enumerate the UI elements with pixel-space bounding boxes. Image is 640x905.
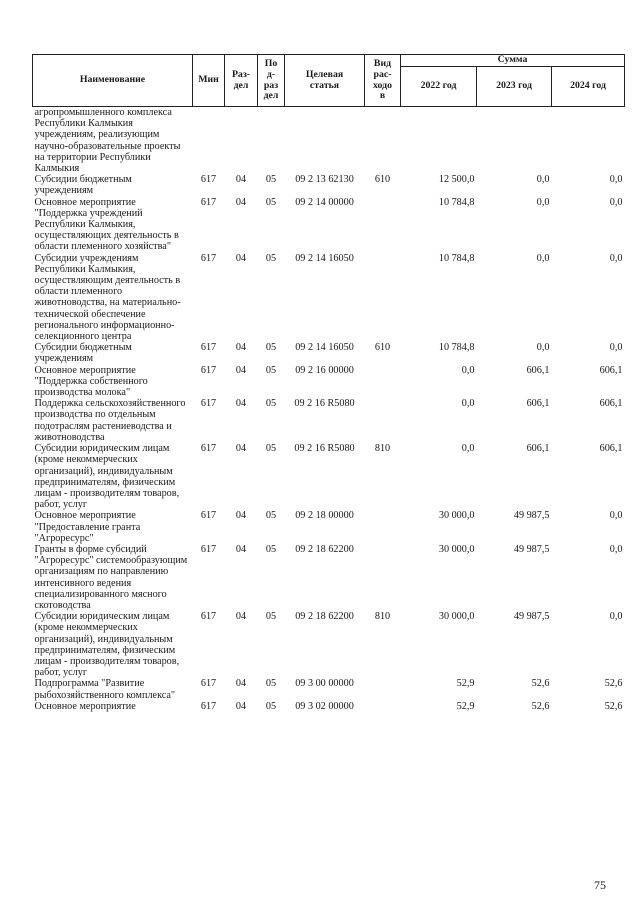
- row-section: [225, 107, 258, 175]
- row-subsection: 05: [265, 398, 277, 410]
- row-sum-2024: 606,1: [599, 398, 623, 410]
- header-section: Раз- дел: [225, 55, 258, 107]
- row-subsection: 05: [265, 543, 277, 555]
- row-name: Субсидии учреждениям Республики Калмыкия, осуществляющим деятельность в области племенного животноводства, на материально-технической обеспечение регионального информационно-селекционного центра: [34, 252, 181, 343]
- row-target-article: 09 2 16 R5080: [294, 443, 355, 455]
- row-subsection: 05: [265, 342, 277, 354]
- row-subsection: [258, 107, 285, 175]
- row-ministry: 617: [200, 342, 217, 354]
- row-ministry: 617: [200, 543, 217, 555]
- row-sum-2023: 606,1: [526, 398, 550, 410]
- row-sum-2022: 30 000,0: [438, 510, 475, 522]
- row-expense-type: [365, 107, 401, 175]
- row-target-article: [285, 107, 365, 175]
- row-section: 04: [235, 364, 247, 376]
- row-expense-type: [365, 510, 401, 544]
- row-target-article: 09 3 02 00000: [295, 700, 354, 712]
- row-sum-2023: 0,0: [536, 196, 550, 208]
- row-section: 04: [235, 398, 247, 410]
- row-target-article: 09 3 00 00000: [295, 678, 354, 690]
- row-sum-2024: [552, 107, 625, 175]
- row-expense-type: [365, 197, 401, 253]
- row-name: Подпрограмма "Развитие рыбохозяйственного комплекса": [34, 678, 176, 701]
- row-name: Субсидии бюджетным учреждениям: [34, 342, 132, 365]
- row-name: Субсидии юридическим лицам (кроме некоммерческих организаций), индивидуальным предпринимателям, физическим лицам - производителям товаров, работ, услуг: [34, 611, 180, 679]
- row-sum-2022: 52,9: [456, 678, 475, 690]
- row-sum-2022: 30 000,0: [438, 543, 475, 555]
- row-name: Гранты в форме субсидий "Агроресурс" системообразующим организациям по направлению интенсивного ведения специализированного мясного скотоводства: [34, 543, 188, 611]
- row-sum-2023: 606,1: [526, 364, 550, 376]
- row-sum-2022: 0,0: [461, 364, 475, 376]
- row-target-article: 09 2 18 62200: [295, 543, 354, 555]
- row-name: Поддержка сельскохозяйственного производства по отдельным подотраслям растениеводства и животноводства: [34, 398, 186, 443]
- table-row: [33, 197, 625, 253]
- table-body: [33, 107, 625, 712]
- row-sum-2024: 0,0: [609, 196, 623, 208]
- row-sum-2023: 49 987,5: [513, 510, 550, 522]
- row-section: 04: [235, 174, 247, 186]
- row-name: Основное мероприятие "Предоставление гранта "Агроресурс": [34, 510, 141, 544]
- table-header: [33, 55, 625, 107]
- row-subsection: 05: [265, 364, 277, 376]
- row-sum-2023: 0,0: [536, 174, 550, 186]
- row-sum-2022: 0,0: [461, 443, 475, 455]
- table-row: [33, 342, 625, 364]
- row-ministry: 617: [200, 196, 217, 208]
- row-ministry: 617: [200, 398, 217, 410]
- row-sum-2024: 0,0: [609, 252, 623, 264]
- row-sum-2023: 49 987,5: [513, 543, 550, 555]
- header-year-2022: 2022 год: [401, 67, 477, 107]
- table-row: [33, 365, 625, 399]
- row-sum-2022: 30 000,0: [438, 611, 475, 623]
- row-sum-2022: 10 784,8: [438, 342, 475, 354]
- row-target-article: 09 2 16 00000: [295, 364, 354, 376]
- header-name: Наименование: [33, 55, 193, 107]
- table-row: [33, 611, 625, 678]
- row-sum-2024: 0,0: [609, 510, 623, 522]
- row-target-article: 09 2 18 62200: [295, 611, 354, 623]
- row-sum-2024: 606,1: [599, 364, 623, 376]
- row-sum-2023: 49 987,5: [513, 611, 550, 623]
- row-expense-type: [365, 701, 401, 712]
- row-ministry: 617: [200, 700, 217, 712]
- table-row: [33, 174, 625, 196]
- row-sum-2022: 0,0: [461, 398, 475, 410]
- row-sum-2024: 52,6: [604, 678, 623, 690]
- row-ministry: 617: [200, 510, 217, 522]
- row-sum-2023: 0,0: [536, 342, 550, 354]
- row-subsection: 05: [265, 678, 277, 690]
- row-name: Субсидии юридическим лицам (кроме некоммерческих организаций), индивидуальным предпринимателям, физическим лицам - производителям товаров, работ, услуг: [34, 443, 180, 511]
- row-ministry: 617: [200, 678, 217, 690]
- header-year-2023: 2023 год: [477, 67, 552, 107]
- row-subsection: 05: [265, 174, 277, 186]
- row-sum-2023: 52,6: [531, 678, 550, 690]
- row-subsection: 05: [265, 611, 277, 623]
- row-name: Субсидии бюджетным учреждениям: [34, 174, 132, 197]
- row-expense-type: [365, 365, 401, 399]
- row-subsection: 05: [265, 700, 277, 712]
- row-sum-2022: 10 784,8: [438, 252, 475, 264]
- row-subsection: 05: [265, 510, 277, 522]
- budget-table: [32, 54, 625, 712]
- row-expense-type: 610: [374, 342, 391, 354]
- header-target-article: Целевая статья: [285, 55, 365, 107]
- table-row: [33, 701, 625, 712]
- header-sum: Сумма: [401, 55, 625, 67]
- row-ministry: 617: [200, 364, 217, 376]
- row-section: 04: [235, 700, 247, 712]
- row-section: 04: [235, 342, 247, 354]
- row-expense-type: [365, 253, 401, 343]
- row-target-article: 09 2 16 R5080: [294, 398, 355, 410]
- table-row: [33, 107, 625, 175]
- row-sum-2024: 0,0: [609, 174, 623, 186]
- header-ministry: Мин: [193, 55, 225, 107]
- row-sum-2023: 52,6: [531, 700, 550, 712]
- row-section: 04: [235, 510, 247, 522]
- header-year-2024: 2024 год: [552, 67, 625, 107]
- row-ministry: [193, 107, 225, 175]
- row-sum-2022: 52,9: [456, 700, 475, 712]
- row-sum-2023: [477, 107, 552, 175]
- page-number: 75: [594, 878, 606, 892]
- row-ministry: 617: [200, 174, 217, 186]
- row-target-article: 09 2 13 62130: [295, 174, 354, 186]
- row-sum-2023: 0,0: [536, 252, 550, 264]
- row-sum-2022: 10 784,8: [438, 196, 475, 208]
- row-sum-2024: 0,0: [609, 342, 623, 354]
- row-target-article: 09 2 14 16050: [295, 252, 354, 264]
- row-expense-type: 810: [374, 611, 391, 623]
- table-row: [33, 510, 625, 544]
- row-section: 04: [235, 443, 247, 455]
- row-name: Основное мероприятие "Поддержка учреждений Республики Калмыкия, осуществляющих деятельность в области племенного хозяйства": [34, 196, 179, 253]
- table-row: [33, 678, 625, 700]
- row-sum-2024: 606,1: [599, 443, 623, 455]
- row-subsection: 05: [265, 252, 277, 264]
- row-section: 04: [235, 678, 247, 690]
- table-row: [33, 443, 625, 510]
- row-expense-type: 810: [374, 443, 391, 455]
- row-sum-2022: 12 500,0: [438, 174, 475, 186]
- row-expense-type: [365, 678, 401, 700]
- row-ministry: 617: [200, 252, 217, 264]
- header-expense-type: Вид рас- ходо в: [365, 55, 401, 107]
- table-row: [33, 398, 625, 443]
- row-name: Основное мероприятие "Поддержка собственного производства молока": [34, 364, 148, 399]
- row-expense-type: 610: [374, 174, 391, 186]
- row-name: Основное мероприятие: [34, 700, 136, 712]
- row-subsection: 05: [265, 443, 277, 455]
- row-sum-2024: 0,0: [609, 611, 623, 623]
- row-sum-2022: [401, 107, 477, 175]
- row-section: 04: [235, 611, 247, 623]
- row-subsection: 05: [265, 196, 277, 208]
- table-row: [33, 544, 625, 611]
- row-sum-2024: 52,6: [604, 700, 623, 712]
- row-sum-2023: 606,1: [526, 443, 550, 455]
- row-ministry: 617: [200, 611, 217, 623]
- row-section: 04: [235, 196, 247, 208]
- table-row: [33, 253, 625, 343]
- header-subsection: По д- раз дел: [258, 55, 285, 107]
- row-name: агропромышленного комплекса Республики Калмыкия учреждениям, реализующим научно-образовательные проекты на территории Республики Калмыкия: [34, 107, 181, 175]
- row-expense-type: [365, 398, 401, 443]
- row-sum-2024: 0,0: [609, 543, 623, 555]
- row-ministry: 617: [200, 443, 217, 455]
- row-target-article: 09 2 18 00000: [295, 510, 354, 522]
- row-expense-type: [365, 544, 401, 611]
- row-section: 04: [235, 252, 247, 264]
- row-target-article: 09 2 14 16050: [295, 342, 354, 354]
- row-section: 04: [235, 543, 247, 555]
- row-target-article: 09 2 14 00000: [295, 196, 354, 208]
